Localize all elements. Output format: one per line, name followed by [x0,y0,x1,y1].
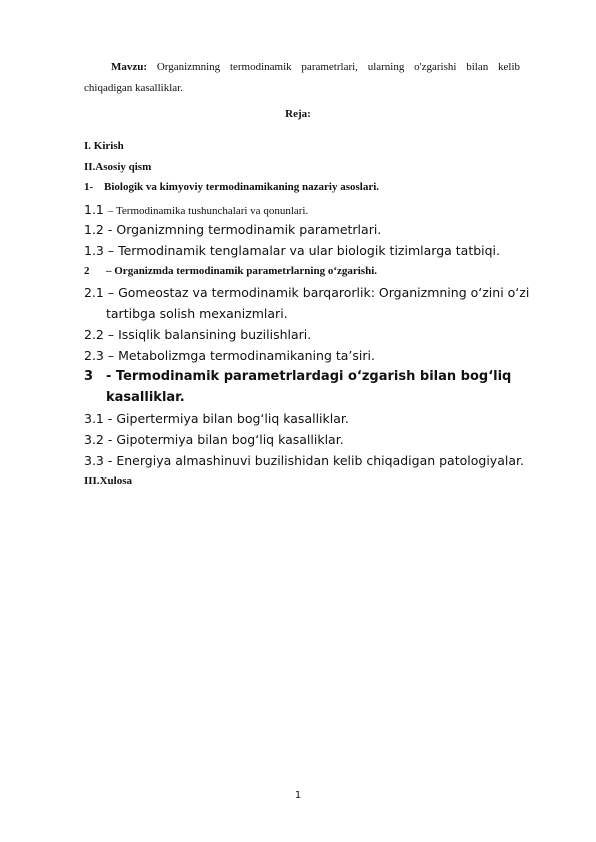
topic-text-1: Organizmning termodinamik parametrlari, ularning o'zgarishi bilan kelib [156,61,520,73]
section-title: Biologik va kimyoviy termodinamikaning nazariy asoslari. [104,181,380,193]
section-title-line-1: - Termodinamik parametrlardagi o‘zgarish bilan bog‘liq [106,369,512,384]
topic-text-2: chiqadigan kasalliklar. [84,82,183,94]
outline-kirish: I. Kirish [84,140,124,152]
section-number: 3 [84,369,94,384]
section-title-line-1: – Gomeostaz va termodinamik barqarorlik: Organizmning o‘zini o‘zi [107,285,530,300]
section-title: – Organizmda termodinamik parametrlarning o‘zgarishi. [106,265,378,277]
section-number: 2.1 [84,285,104,300]
plan-title: Reja: [285,108,311,120]
page-number: 1 [294,790,302,801]
section-number: 1- [84,181,94,193]
section-title: - Organizmning termodinamik parametrlari. [107,222,382,237]
outline-section-2-2 [84,327,311,342]
section-title: - Energiya almashinuvi buzilishidan kelib chiqadigan patologiyalar. [107,453,524,468]
section-number: 3.2 [84,432,104,447]
section-number: 3.1 [84,411,104,426]
section-title-line-2: tartibga solish mexanizmlari. [106,306,288,321]
section-title: – Termodinamika tushunchalari va qonunlari. [107,205,309,217]
outline-section-3-1 [84,411,349,426]
section-number: 3.3 [84,453,104,468]
section-number: 2 [84,265,90,277]
topic-line-1 [84,57,520,78]
section-title: - Gipotermiya bilan bog‘liq kasalliklar. [107,432,344,447]
section-title-line-2: kasalliklar. [106,390,185,405]
outline-section-2-1 [84,285,529,300]
section-number: 2.2 [84,327,104,342]
topic-label: Mavzu: [111,61,148,73]
outline-section-1 [84,181,379,193]
outline-section-2-3 [84,348,375,363]
outline-section-3-3 [84,453,524,468]
section-title: – Termodinamik tenglamalar va ular biologik tizimlarga tatbiqi. [107,243,501,258]
section-number: 1.1 [84,202,104,217]
outline-section-2 [84,265,377,277]
section-title: – Metabolizmga termodinamikaning ta’siri. [107,348,375,363]
outline-section-1-1 [84,201,308,219]
section-number: 2.3 [84,348,104,363]
outline-xulosa: III.Xulosa [84,475,132,487]
outline-section-3 [84,369,511,384]
section-number: 1.2 [84,222,104,237]
outline-section-1-2 [84,222,381,237]
outline-section-1-3 [84,243,500,258]
outline-section-3-2 [84,432,344,447]
section-title: – Issiqlik balansining buzilishlari. [107,327,312,342]
topic-paragraph [84,57,520,99]
section-title: - Gipertermiya bilan bog‘liq kasalliklar. [107,411,349,426]
outline-asosiy: II.Asosiy qism [84,161,152,173]
section-number: 1.3 [84,243,104,258]
